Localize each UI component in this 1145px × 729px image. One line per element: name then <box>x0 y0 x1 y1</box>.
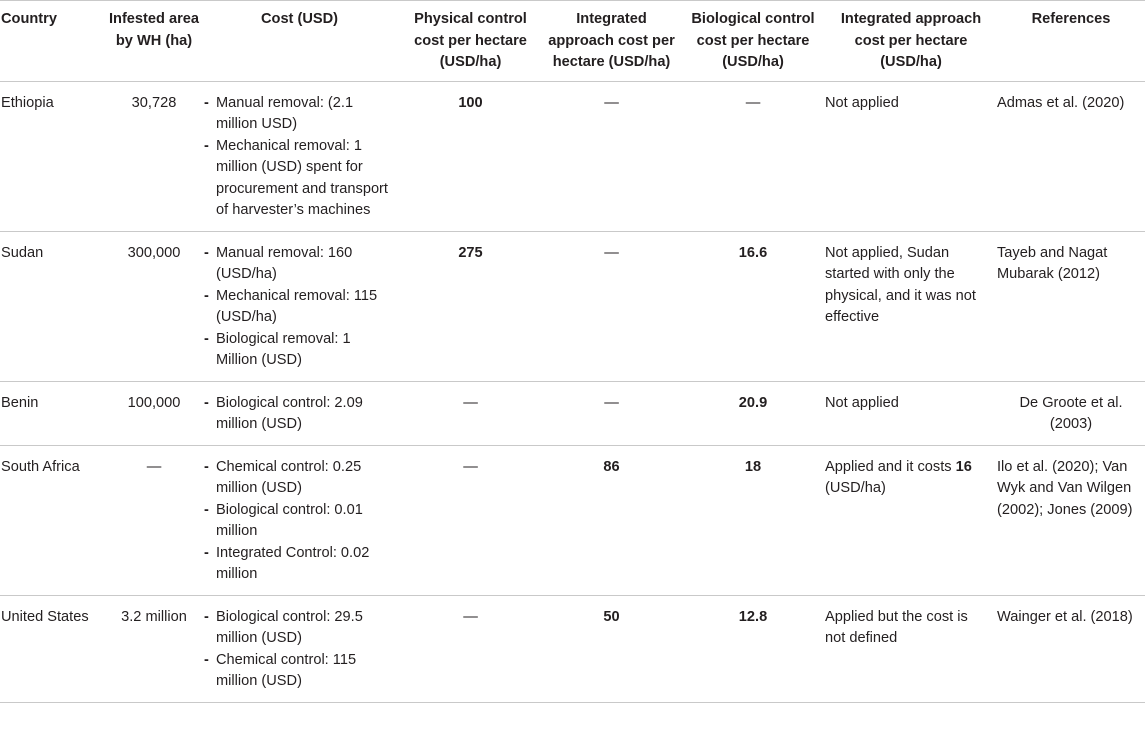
cost-cell <box>200 381 399 445</box>
country-cell: Ethiopia <box>0 81 108 231</box>
biological-cost-cell: 20.9 <box>681 381 825 445</box>
integrated-note-cell: Not applied <box>825 381 997 445</box>
infested-area-cell: 300,000 <box>108 231 200 381</box>
cost-item: - Mechanical removal: 115 (USD/ha) <box>204 286 393 329</box>
cost-item: - Biological removal: 1 Million (USD) <box>204 329 393 372</box>
cost-item: - Biological control: 0.01 million <box>204 500 393 543</box>
integrated-cost-cell: — <box>542 231 681 381</box>
country-cell: South Africa <box>0 445 108 595</box>
cost-cell <box>200 445 399 595</box>
biological-cost-cell: 12.8 <box>681 595 825 702</box>
country-cell: Benin <box>0 381 108 445</box>
country-cell: Sudan <box>0 231 108 381</box>
table-row <box>0 81 1145 231</box>
physical-cost-cell: — <box>399 381 542 445</box>
cost-item: - Chemical control: 115 million (USD) <box>204 650 393 693</box>
cost-item: - Mechanical removal: 1 million (USD) spent for procurement and transport of harvester’s machines <box>204 136 393 222</box>
infested-area-cell: — <box>108 445 200 595</box>
header-physical-cost: Physical control cost per hectare (USD/ha) <box>399 1 542 82</box>
header-infested-area: Infested area by WH (ha) <box>108 1 200 82</box>
table-row <box>0 445 1145 595</box>
note-cost-value: 16 <box>955 458 972 475</box>
reference-cell: De Groote et al. (2003) <box>997 381 1145 445</box>
integrated-note-cell: Applied but the cost is not defined <box>825 595 997 702</box>
reference-cell: Tayeb and Nagat Mubarak (2012) <box>997 231 1145 381</box>
note-text: Applied and it costs <box>825 458 952 475</box>
note-unit: (USD/ha) <box>825 480 886 496</box>
integrated-cost-cell: 86 <box>542 445 681 595</box>
header-row <box>0 1 1145 82</box>
integrated-cost-cell: — <box>542 381 681 445</box>
infested-area-cell: 3.2 million <box>108 595 200 702</box>
country-cell: United States <box>0 595 108 702</box>
cost-cell <box>200 595 399 702</box>
integrated-note-cell <box>825 445 997 595</box>
cost-item: - Biological control: 2.09 million (USD) <box>204 393 393 436</box>
table-row <box>0 381 1145 445</box>
table-row <box>0 595 1145 702</box>
cost-item: - Manual removal: 160 (USD/ha) <box>204 243 393 286</box>
reference-cell: Admas et al. (2020) <box>997 81 1145 231</box>
cost-item: - Chemical control: 0.25 million (USD) <box>204 457 393 500</box>
integrated-note-cell: Not applied, Sudan started with only the physical, and it was not effective <box>825 231 997 381</box>
physical-cost-cell: 275 <box>399 231 542 381</box>
physical-cost-cell: — <box>399 445 542 595</box>
cost-cell <box>200 231 399 381</box>
reference-cell: Ilo et al. (2020); Van Wyk and Van Wilgen (2002); Jones (2009) <box>997 445 1145 595</box>
cost-item: - Biological control: 29.5 million (USD) <box>204 607 393 650</box>
cost-item: - Integrated Control: 0.02 million <box>204 543 393 586</box>
header-references: References <box>997 1 1145 82</box>
integrated-note-cell: Not applied <box>825 81 997 231</box>
biological-cost-cell: 18 <box>681 445 825 595</box>
header-cost: Cost (USD) <box>200 1 399 82</box>
header-integrated-note: Integrated approach cost per hectare (USD/ha) <box>825 1 997 82</box>
cost-item: - Manual removal: (2.1 million USD) <box>204 93 393 136</box>
biological-cost-cell: 16.6 <box>681 231 825 381</box>
header-biological-cost: Biological control cost per hectare (USD/ha) <box>681 1 825 82</box>
physical-cost-cell: — <box>399 595 542 702</box>
header-integrated-cost: Integrated approach cost per hectare (USD/ha) <box>542 1 681 82</box>
biological-cost-cell: — <box>681 81 825 231</box>
physical-cost-cell: 100 <box>399 81 542 231</box>
table-row <box>0 231 1145 381</box>
reference-cell: Wainger et al. (2018) <box>997 595 1145 702</box>
integrated-cost-cell: — <box>542 81 681 231</box>
infested-area-cell: 30,728 <box>108 81 200 231</box>
header-country: Country <box>0 1 108 82</box>
integrated-cost-cell: 50 <box>542 595 681 702</box>
infested-area-cell: 100,000 <box>108 381 200 445</box>
cost-cell <box>200 81 399 231</box>
